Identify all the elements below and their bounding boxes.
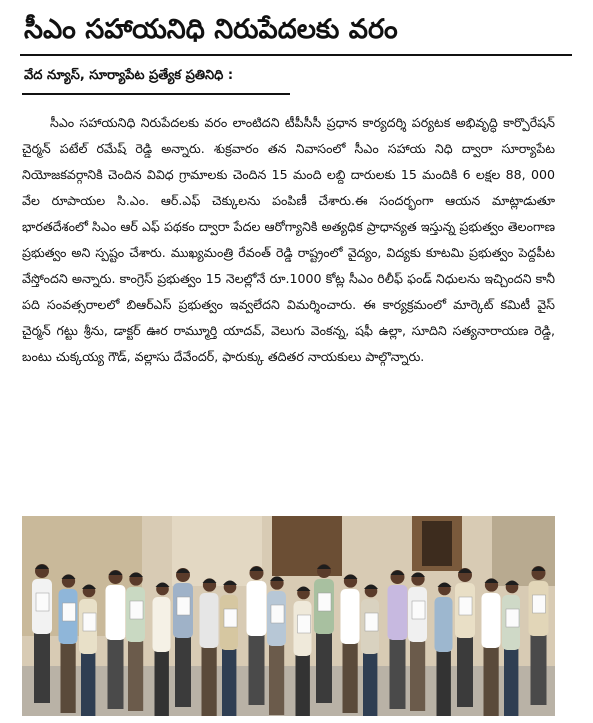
article-body: సీఎం సహాయనిధి నిరుపేదలకు వరం లాంటిదని టీపీసీసీ ప్రధాన కార్యదర్శి పర్యటక అభివృద్ధి కార్పొరేషన్ చైర్మన్ పటేల్ రమేష్ రెడ్డి అన్నారు. శుక్రవారం తన నివాసంలో సీఎం సహాయ నిధి ద్వారా సూర్యాపేట నియోజకవర్గానికి చెందిన వివిధ గ్రామాలకు చెందిన 15 మంది లబ్ది దారులకు 15 మందికి 6 లక్షల 88, 000 వేల రూపాయల సి.ఎం. ఆర్.ఎఫ్ చెక్కులను పంపిణీ చేశారు.ఈ సందర్భంగా ఆయన మాట్లాడుతూ భారతదేశంలో సిఎం ఆర్ ఎఫ్ పథకం ద్వారా పేదల ఆరోగ్యానికి అత్యధిక ప్రాధాన్యత ఇస్తున్న ప్రభుత్వం తెలంగాణ ప్రభుత్వం అని స్పష్టం చేశారు. ముఖ్యమంత్రి రేవంత్ రెడ్డి రాష్ట్రంలో వైద్యం, విద్యకు కూటమి ప్రభుత్వం పెద్దపీట వేస్తోందని అన్నారు. కాంగ్రెస్ ప్రభుత్వం 15 నెలల్లోనే రూ.1000 కోట్ల సీఎం రిలీఫ్ ఫండ్ నిధులను ఇచ్చిందని కానీ పది సంవత్సరాలలో బిఆర్ఎస్ ప్రభుత్వం ఇవ్వలేదని విమర్శించారు. ఈ కార్యక్రమంలో మార్కెట్ కమిటీ వైస్ చైర్మన్ గట్టు శ్రీను, డాక్టర్ ఊర రామ్మూర్తి యాదవ్, వెలుగు వెంకన్న, షఫీ ఉల్లా, సూదిని సత్యనారాయణ రెడ్డి, బంటు చుక్కయ్య గౌడ్, వల్లాసు దేవేందర్, ఫారుక్కు తదితర నాయకులు పాల్గొన్నారు. — [22, 115, 555, 364]
person-figure — [502, 581, 520, 717]
person-figure — [455, 568, 475, 707]
person-figure — [220, 581, 238, 717]
person-figure — [388, 570, 408, 709]
headline: సీఎం సహాయనిధి నిరుపేదలకు వరం — [24, 14, 398, 45]
person-figure — [79, 585, 97, 717]
byline: వేద న్యూస్, సూర్యాపేట ప్రత్యేక ప్రతినిధి : — [24, 68, 234, 83]
person-figure — [247, 566, 267, 705]
person-figure — [314, 564, 334, 703]
byline-underline — [22, 93, 290, 95]
person-figure — [106, 570, 126, 709]
news-photo — [22, 516, 555, 716]
person-figure — [408, 572, 427, 711]
person-figure — [294, 587, 312, 717]
person-figure — [361, 585, 379, 717]
person-figure — [153, 583, 171, 717]
headline-underline — [20, 54, 572, 56]
person-figure — [341, 574, 360, 713]
person-figure — [529, 566, 549, 705]
person-figure — [482, 578, 501, 716]
person-figure — [126, 572, 145, 711]
group-photo-illustration — [22, 516, 555, 716]
person-figure — [200, 578, 219, 716]
person-figure — [267, 576, 286, 715]
person-figure — [173, 568, 193, 707]
person-figure — [59, 574, 78, 713]
person-figure — [32, 564, 52, 703]
person-figure — [435, 583, 453, 717]
